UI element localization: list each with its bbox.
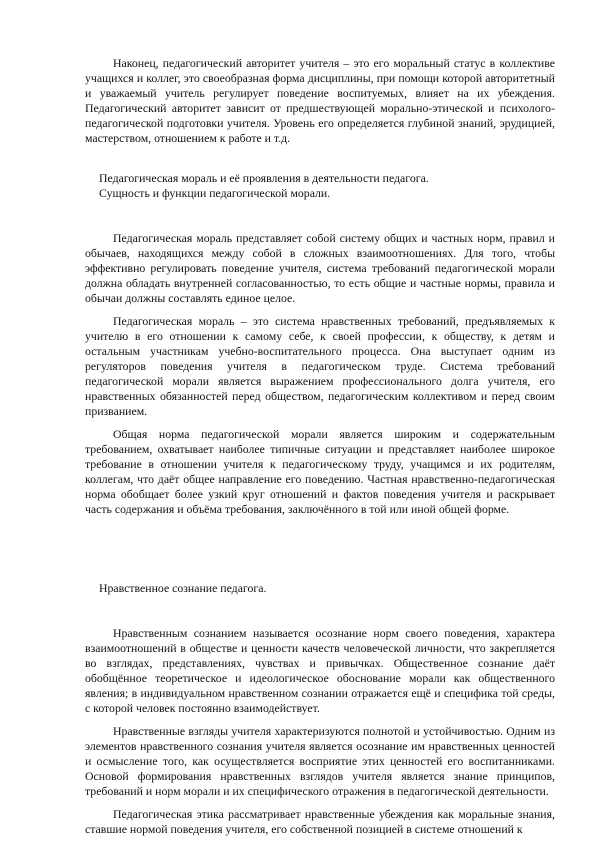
section-heading-pedagogical-morality: Педагогическая мораль и её проявления в деятельности педагога. [99, 171, 429, 185]
paragraph-general-norm: Общая норма педагогической морали является широким и содержательным требованием, охватывает наиболее типичные ситуации и представляет наиболее широкое требование в отношении учителя к педагогическому труду, учащимся и их родителям, коллегам, что даёт общее направление его поведению. Частная нравственно-педагогическая норма обобщает более узкий круг отношений и фактов поведения учителя и раскрывает часть содержания и объёма требования, заключённого в той или иной общей форме. [85, 427, 555, 516]
spacer [85, 306, 555, 314]
document-body [85, 56, 555, 837]
paragraph-pedagogical-ethics: Педагогическая этика рассматривает нравственные убеждения как моральные знания, ставшие нормой поведения учителя, его собственной позицией в системе отношений к [85, 807, 555, 836]
spacer [85, 201, 555, 231]
paragraph-morality-system: Педагогическая мораль представляет собой систему общих и частных норм, правил и обычаев, находящихся между собой в сложных взаимоотношениях. Для того, чтобы эффективно регулировать поведение учителя, система требований педагогической морали должна обладать внутренней согласованностью, то есть общие и частные нормы, правила и обычаи должны составлять единое целое. [85, 231, 555, 305]
paragraph-moral-consciousness: Нравственным сознанием называется осознание норм своего поведения, характера взаимоотношений в обществе и ценности качеств человеческой личности, что закрепляется во взглядах, представлениях, чувствах и привычках. Общественное сознание даёт обобщённое теоретическое и идеологическое обоснование морали как общественного явления; в индивидуальном нравственном сознании отражается ещё и специфика той среды, с которой человек постоянно взаимодействует. [85, 626, 555, 715]
spacer [85, 716, 555, 724]
spacer [85, 419, 555, 427]
spacer [85, 146, 555, 171]
section-subheading-essence-functions: Сущность и функции педагогической морали. [99, 186, 331, 200]
spacer [85, 799, 555, 807]
spacer [85, 517, 555, 581]
section-heading-moral-consciousness: Нравственное сознание педагога. [99, 581, 267, 595]
spacer [85, 596, 555, 626]
paragraph-morality-requirements: Педагогическая мораль – это система нравственных требований, предъявляемых к учителю в его отношении к самому себе, к своей профессии, к обществу, к детям и остальным участникам учебно-воспитательного процесса. Она выступает одним из регуляторов поведения учителя в педагогическом труде. Система требований педагогической морали является выражением профессионального долга учителя, его нравственных обязанностей перед обществом, педагогическим коллективом и перед своим призванием. [85, 314, 555, 418]
paragraph-authority: Наконец, педагогический авторитет учителя – это его моральный статус в коллективе учащихся и коллег, это своеобразная форма дисциплины, при помощи которой авторитетный и уважаемый учитель регулирует поведение воспитуемых, влияет на их убеждения. Педагогический авторитет зависит от предшествующей морально-этической и психолого-педагогической подготовки учителя. Уровень его определяется глубиной знаний, эрудицией, мастерством, отношением к работе и т.д. [85, 56, 555, 145]
paragraph-moral-views: Нравственные взгляды учителя характеризуются полнотой и устойчивостью. Одним из элементов нравственного сознания учителя является осознание им нравственных ценностей и осмысление того, как осуществляется восприятие этих ценностей его воспитанниками. Основой формирования нравственных взглядов учителя является знание принципов, требований и норм морали и их специфического отражения в педагогической деятельности. [85, 724, 555, 798]
